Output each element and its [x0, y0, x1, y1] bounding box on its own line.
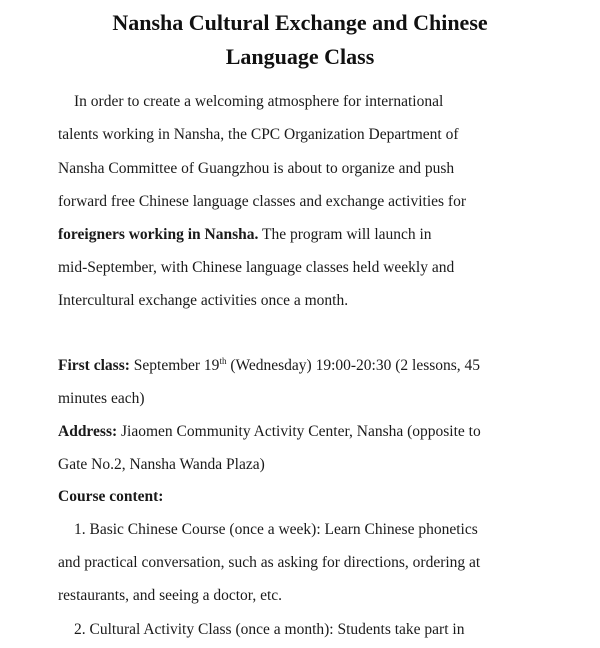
highlight-foreigners: foreigners working in Nansha.	[58, 226, 259, 243]
address-line	[58, 422, 598, 442]
course-1-line-1: 1. Basic Chinese Course (once a week): Learn Chinese phonetics	[74, 521, 478, 538]
intro-line-4: forward free Chinese language classes and exchange activities for	[58, 193, 466, 210]
address-text: Jiaomen Community Activity Center, Nansha (opposite to	[117, 423, 481, 440]
course-content-heading: Course content:	[58, 488, 164, 505]
first-class-date-suffix: th	[219, 356, 227, 366]
address-line-2: Gate No.2, Nansha Wanda Plaza)	[58, 456, 265, 473]
course-content-label	[58, 487, 598, 507]
course-2-line-1: 2. Cultural Activity Class (once a month): Students take part in	[74, 621, 465, 638]
intro-line-3: Nansha Committee of Guangzhou is about to organize and push	[58, 160, 455, 177]
intro-line-2: talents working in Nansha, the CPC Organization Department of	[58, 126, 459, 143]
intro-line-7: Intercultural exchange activities once a month.	[58, 292, 349, 309]
address-label: Address:	[58, 423, 118, 440]
course-1-line-2: and practical conversation, such as asking for directions, ordering at	[58, 554, 481, 571]
course-1-line-3: restaurants, and seeing a doctor, etc.	[58, 587, 283, 604]
first-class-line-2: minutes each)	[58, 390, 145, 407]
title-line-2: Language Class	[225, 44, 375, 69]
intro-line-1: In order to create a welcoming atmosphere for international	[74, 93, 444, 110]
first-class-label: First class:	[58, 357, 130, 374]
document-title	[20, 6, 580, 74]
intro-line-5	[58, 225, 598, 245]
intro-line-6: mid-September, with Chinese language classes held weekly and	[58, 259, 455, 276]
first-class-date: September 19	[129, 357, 220, 374]
title-line-1: Nansha Cultural Exchange and Chinese	[112, 10, 488, 35]
intro-line-5-rest: The program will launch in	[258, 226, 432, 243]
first-class-time: (Wednesday) 19:00-20:30 (2 lessons, 45	[226, 357, 481, 374]
first-class-line	[58, 356, 598, 376]
